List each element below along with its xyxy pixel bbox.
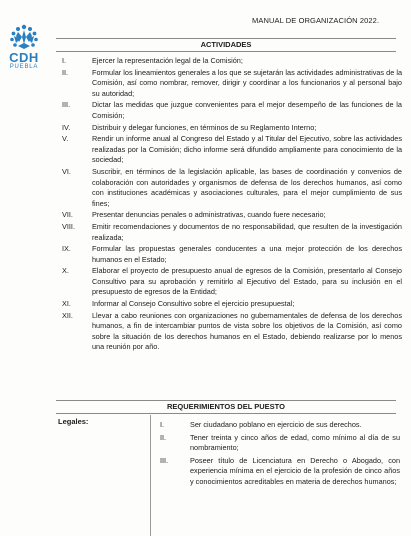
list-item [60,123,402,134]
item-number: VII. [62,210,73,220]
cdh-logo [4,24,44,71]
item-number: X. [62,266,69,276]
section-title-requirements: REQUERIMIENTOS DEL PUESTO [167,402,285,411]
list-item [60,244,402,265]
item-text: Suscribir, en términos de la legislación aplicable, las bases de coordinación y convenios de colaboración con autoridades y organismos de defensa de los derechos humanos, así como con instituciones académicas y asociaciones culturales, para el mejor cumplimiento de sus fines; [92,166,402,208]
list-item [158,420,400,431]
column-divider [150,415,151,536]
item-text: Ser ciudadano poblano en ejercicio de sus derechos. [190,420,362,429]
item-number: XII. [62,310,73,320]
item-number: II. [160,432,167,442]
item-text: Formular las propuestas generales conducentes a una mejor protección de los derechos humanos en el Estado; [92,244,402,264]
item-number: I. [62,56,67,65]
logo-text: CDH [9,50,39,65]
item-text: Tener treinta y cinco años de edad, como mínimo al día de su nombramiento; [190,432,400,453]
section-title-activities: ACTIVIDADES [200,40,252,49]
item-number: II. [62,67,69,77]
people-circle-icon [9,24,39,50]
item-number: I. [160,420,165,429]
activities-list [60,56,402,353]
activities-header-box [56,38,396,52]
item-number: VIII. [62,221,75,231]
list-item [60,134,402,166]
list-item [60,68,402,100]
list-item [60,210,402,221]
item-text: Informar al Consejo Consultivo sobre el ejercicio presupuestal; [92,299,295,309]
item-text: Elaborar el proyecto de presupuesto anual de egresos de la Comisión, presentarlo al Consejo Consultivo para su aprobación y remitirlo al Ejecutivo del Estado, para su inclusión en el presupuesto de egresos de la Entidad; [92,266,402,297]
document-header: MANUAL DE ORGANIZACIÓN 2022. [252,16,380,25]
item-text: Dictar las medidas que juzgue convenientes para el mejor desempeño de las funciones de la Comisión; [92,100,402,120]
list-item [60,311,402,353]
item-text: Formular los lineamientos generales a los que se sujetarán las actividades administrativas de la Comisión, así como nombrar, remover, dirigir y coordinar a los funcionarios y al personal bajo su autoridad; [92,67,402,98]
item-number: IV. [62,122,71,132]
item-text: Ejercer la representación legal de la Comisión; [92,56,243,65]
item-number: V. [62,134,69,144]
item-text: Distribuir y delegar funciones, en términos de su Reglamento Interno; [92,122,317,132]
list-item [158,433,400,454]
list-item [60,266,402,298]
requirements-list [158,420,400,488]
list-item [60,100,402,121]
item-number: III. [160,455,169,465]
item-number: VI. [62,166,71,176]
item-text: Poseer título de Licenciatura en Derecho o Abogado, con experiencia mínima en el ejercicio de la profesión de cinco años y conocimientos acreditables en materia de derechos humanos; [190,455,400,486]
item-text: Presentar denuncias penales o administrativas, cuando fuere necesario; [92,210,326,220]
list-item [60,299,402,310]
list-item [60,167,402,209]
item-number: IX. [62,244,71,254]
item-text: Rendir un informe anual al Congreso del Estado y al Titular del Ejecutivo, sobre las actividades realizadas por la Comisión; dicho informe será difundido ampliamente para conocimiento de la sociedad; [92,134,402,165]
item-number: XI. [62,299,71,309]
list-item [158,456,400,488]
list-item [60,222,402,243]
item-text: Llevar a cabo reuniones con organizaciones no gubernamentales de defensa de los derechos humanos, a fin de intercambiar puntos de vista sobre los objetivos de la Comisión, así como sobre la situación de los derechos humanos en el Estado, debiendo realizarse por lo menos una reunión por año. [92,310,402,352]
list-item [60,56,402,67]
item-number: III. [62,100,71,110]
legal-label: Legales: [58,417,89,426]
logo-subtext: PUEBLA [9,64,39,70]
requirements-header-box [56,400,396,414]
item-text: Emitir recomendaciones y documentos de no responsabilidad, que resulten de la investigación realizada; [92,221,402,242]
